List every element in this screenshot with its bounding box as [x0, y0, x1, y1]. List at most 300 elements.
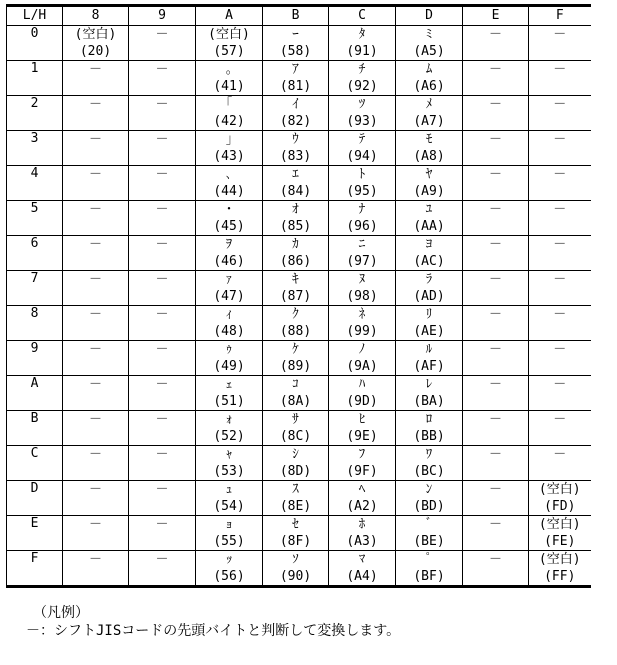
legend-title: （凡例）	[33, 605, 89, 621]
table-cell	[329, 551, 396, 587]
table-cell	[463, 166, 529, 201]
table-cell	[196, 271, 263, 306]
cell-char: －	[88, 132, 102, 147]
cell-char: ｿ	[292, 552, 299, 567]
cell-code	[529, 149, 591, 165]
cell-code: (A9)	[413, 184, 445, 199]
cell-code: (84)	[279, 184, 312, 199]
legend-note: －：シフトJISコードの先頭バイトと判断して変換します。	[26, 623, 401, 639]
table-cell	[263, 306, 329, 341]
cell-code	[529, 359, 591, 375]
cell-code: (BE)	[413, 534, 445, 549]
table-cell	[396, 341, 463, 376]
cell-code: (96)	[346, 219, 378, 234]
table-cell	[263, 481, 329, 516]
cell-code	[463, 429, 528, 445]
cell-code: (FF)	[544, 569, 576, 584]
table-cell	[463, 481, 529, 516]
table-cell	[263, 26, 329, 61]
table-row	[7, 271, 591, 306]
row-header: 3	[7, 131, 63, 166]
cell-char: ｢	[225, 97, 233, 112]
table-cell	[329, 481, 396, 516]
table-cell	[129, 481, 196, 516]
table-cell	[263, 271, 329, 306]
cell-code: (BF)	[413, 569, 445, 584]
cell-char: ﾚ	[425, 377, 433, 392]
cell-char: －	[553, 237, 567, 252]
cell-char: ﾘ	[425, 307, 433, 322]
cell-char: ｯ	[225, 552, 233, 567]
table-cell	[463, 446, 529, 481]
cell-char: －	[488, 307, 502, 322]
cell-code	[129, 44, 195, 60]
table-cell	[196, 306, 263, 341]
cell-char: －	[155, 132, 169, 147]
cell-char: ｧ	[225, 272, 233, 287]
cell-char: －	[553, 377, 567, 392]
cell-code: (46)	[213, 254, 245, 269]
cell-code: (A7)	[413, 114, 445, 129]
cell-char: ｫ	[225, 412, 233, 427]
cell-char: ﾕ	[425, 202, 433, 217]
table-cell	[529, 96, 591, 131]
cell-char: ｽ	[292, 482, 299, 497]
cell-char: －	[155, 97, 169, 112]
cell-char: －	[88, 62, 102, 77]
table-cell	[329, 411, 396, 446]
cell-code	[529, 464, 591, 480]
table-cell	[63, 551, 129, 587]
table-cell	[463, 411, 529, 446]
cell-char: ｱ	[292, 62, 299, 77]
cell-char: －	[88, 202, 102, 217]
table-cell	[129, 341, 196, 376]
table-row	[7, 26, 591, 61]
table-cell	[63, 271, 129, 306]
cell-char: ｹ	[292, 342, 299, 357]
cell-code: (47)	[213, 289, 245, 304]
cell-char: ﾖ	[425, 237, 433, 252]
cell-char: ｾ	[292, 517, 299, 532]
cell-char: ﾃ	[358, 132, 366, 147]
table-cell	[263, 376, 329, 411]
cell-code	[129, 534, 195, 550]
cell-code: (49)	[213, 359, 245, 374]
cell-code: (90)	[279, 569, 312, 584]
cell-code: (BC)	[413, 464, 445, 479]
cell-char: ﾒ	[425, 97, 433, 112]
cell-char: ﾎ	[358, 517, 366, 532]
cell-char: ﾛ	[425, 412, 433, 427]
cell-code	[529, 324, 591, 340]
cell-code	[63, 359, 128, 375]
table-cell	[529, 411, 591, 446]
row-header: A	[7, 376, 63, 411]
table-cell	[329, 306, 396, 341]
cell-code	[129, 429, 195, 445]
table-cell	[329, 166, 396, 201]
table-cell	[329, 96, 396, 131]
cell-code	[463, 569, 528, 585]
table-cell	[63, 516, 129, 551]
table-row	[7, 376, 591, 411]
table-cell	[529, 166, 591, 201]
table-cell	[463, 271, 529, 306]
cell-char: －	[488, 447, 502, 462]
table-cell	[63, 411, 129, 446]
cell-char: ﾊ	[358, 377, 366, 392]
cell-code: (92)	[346, 79, 378, 94]
cell-char: －	[488, 377, 502, 392]
table-cell	[63, 96, 129, 131]
table-cell	[129, 166, 196, 201]
table-cell	[529, 341, 591, 376]
cell-char: －	[88, 272, 102, 287]
table-cell	[63, 166, 129, 201]
row-header: B	[7, 411, 63, 446]
table-cell	[129, 411, 196, 446]
cell-char: －	[155, 27, 169, 42]
table-row	[7, 131, 591, 166]
cell-char: －	[155, 167, 169, 182]
cell-code: (98)	[346, 289, 378, 304]
table-cell	[396, 166, 463, 201]
table-cell	[196, 61, 263, 96]
cell-char: －	[155, 272, 169, 287]
table-cell	[196, 411, 263, 446]
column-header: B	[263, 6, 329, 26]
cell-char: －	[488, 342, 502, 357]
cell-char: －	[488, 482, 502, 497]
cell-code	[63, 79, 128, 95]
table-cell	[329, 131, 396, 166]
table-cell	[396, 26, 463, 61]
column-header: E	[463, 6, 529, 26]
cell-code: (89)	[279, 359, 312, 374]
table-cell	[263, 411, 329, 446]
cell-code	[463, 359, 528, 375]
cell-code	[463, 534, 528, 550]
cell-char: ﾀ	[358, 27, 366, 42]
cell-code	[129, 149, 195, 165]
cell-char: ｸ	[292, 307, 299, 322]
cell-code	[63, 219, 128, 235]
cell-char: (空白)	[538, 482, 581, 497]
cell-char: ﾔ	[425, 167, 433, 182]
table-cell	[463, 236, 529, 271]
table-cell	[129, 236, 196, 271]
corner-label: L/H	[7, 6, 63, 26]
table-cell	[396, 551, 463, 587]
cell-char: ﾝ	[425, 482, 433, 497]
table-cell	[263, 201, 329, 236]
table-cell	[63, 236, 129, 271]
cell-code	[129, 254, 195, 270]
cell-code: (57)	[213, 44, 245, 59]
cell-code: (8C)	[279, 429, 312, 444]
cell-char: －	[155, 517, 169, 532]
cell-char: ﾙ	[425, 342, 433, 357]
cell-code	[129, 324, 195, 340]
cell-code	[63, 114, 128, 130]
cell-char: ｣	[225, 132, 233, 147]
table-cell	[463, 61, 529, 96]
cell-char: (空白)	[538, 552, 581, 567]
row-header: F	[7, 551, 63, 587]
table-cell	[396, 411, 463, 446]
cell-code: (9A)	[346, 359, 378, 374]
cell-code	[529, 184, 591, 200]
table-cell	[463, 201, 529, 236]
cell-code	[529, 289, 591, 305]
table-cell	[529, 481, 591, 516]
cell-code	[529, 429, 591, 445]
cell-code: (82)	[279, 114, 312, 129]
cell-code	[463, 254, 528, 270]
cell-code	[129, 79, 195, 95]
cell-code	[129, 219, 195, 235]
column-header: F	[529, 6, 591, 26]
table-cell	[329, 376, 396, 411]
cell-code	[463, 499, 528, 515]
cell-code: (85)	[279, 219, 312, 234]
cell-char: －	[488, 202, 502, 217]
cell-char: ｩ	[225, 342, 233, 357]
table-cell	[396, 446, 463, 481]
cell-char: ﾇ	[358, 272, 366, 287]
row-header: 6	[7, 236, 63, 271]
row-header: 9	[7, 341, 63, 376]
table-cell	[396, 481, 463, 516]
cell-code: (88)	[279, 324, 312, 339]
column-header: 8	[63, 6, 129, 26]
cell-code	[129, 289, 195, 305]
cell-code: (83)	[279, 149, 312, 164]
cell-code	[63, 499, 128, 515]
cell-code: (54)	[213, 499, 245, 514]
cell-char: －	[553, 27, 567, 42]
cell-code: (8A)	[279, 394, 312, 409]
cell-char: ｨ	[225, 307, 233, 322]
cell-char: ﾞ	[425, 517, 433, 532]
table-cell	[129, 96, 196, 131]
cell-char: ｡	[225, 62, 233, 77]
cell-code: (9F)	[346, 464, 378, 479]
cell-char: ﾆ	[358, 237, 366, 252]
cell-code: (AA)	[413, 219, 445, 234]
table-cell	[329, 516, 396, 551]
table-header-row	[7, 6, 591, 26]
cell-code	[129, 499, 195, 515]
cell-code	[463, 394, 528, 410]
cell-char: ｭ	[225, 482, 233, 497]
cell-code: (44)	[213, 184, 245, 199]
table-cell	[396, 131, 463, 166]
cell-char: ｪ	[225, 377, 233, 392]
table-cell	[529, 61, 591, 96]
table-row	[7, 236, 591, 271]
cell-char: ﾑ	[425, 62, 433, 77]
table-cell	[529, 516, 591, 551]
table-cell	[196, 481, 263, 516]
cell-code: (93)	[346, 114, 378, 129]
cell-code	[63, 394, 128, 410]
cell-code: (8E)	[279, 499, 312, 514]
table-row	[7, 551, 591, 587]
cell-code: (99)	[346, 324, 378, 339]
table-cell	[129, 376, 196, 411]
legend	[0, 604, 400, 640]
cell-code	[463, 324, 528, 340]
cell-char: －	[88, 237, 102, 252]
cell-char: －	[155, 342, 169, 357]
cell-code: (A3)	[346, 534, 378, 549]
table-cell	[196, 131, 263, 166]
cell-code	[63, 289, 128, 305]
cell-code	[529, 254, 591, 270]
table-cell	[396, 306, 463, 341]
row-header: 4	[7, 166, 63, 201]
table-row	[7, 306, 591, 341]
cell-char: ﾏ	[358, 552, 366, 567]
table-cell	[329, 271, 396, 306]
cell-code: (AD)	[413, 289, 445, 304]
cell-char: ﾅ	[358, 202, 366, 217]
table-cell	[263, 341, 329, 376]
cell-char: －	[553, 342, 567, 357]
cell-code	[529, 394, 591, 410]
cell-code	[63, 254, 128, 270]
cell-char: －	[88, 517, 102, 532]
cell-char: ﾌ	[358, 447, 366, 462]
cell-char: －	[488, 97, 502, 112]
cell-char: －	[553, 202, 567, 217]
cell-code: (42)	[213, 114, 245, 129]
cell-code	[463, 44, 528, 60]
cell-code	[63, 429, 128, 445]
cell-code	[63, 324, 128, 340]
table-cell	[329, 341, 396, 376]
cell-char: ｵ	[292, 202, 299, 217]
cell-char: ｦ	[225, 237, 233, 252]
column-header: C	[329, 6, 396, 26]
table-row	[7, 96, 591, 131]
cell-char: －	[553, 62, 567, 77]
cell-char: －	[488, 27, 502, 42]
row-header: 1	[7, 61, 63, 96]
cell-code: (9D)	[346, 394, 378, 409]
table-row	[7, 481, 591, 516]
cell-char: －	[88, 412, 102, 427]
cell-char: (空白)	[74, 27, 117, 42]
cell-char: ｬ	[225, 447, 233, 462]
cell-code: (AE)	[413, 324, 445, 339]
table-cell	[129, 131, 196, 166]
table-cell	[196, 96, 263, 131]
table-cell	[196, 201, 263, 236]
cell-char: －	[155, 377, 169, 392]
cell-char: ｳ	[292, 132, 299, 147]
cell-char: －	[88, 97, 102, 112]
cell-char: ｺ	[292, 377, 299, 392]
table-cell	[263, 61, 329, 96]
table-row	[7, 201, 591, 236]
cell-code	[63, 149, 128, 165]
cell-code	[463, 219, 528, 235]
cell-code: (9E)	[346, 429, 378, 444]
cell-code: (94)	[346, 149, 378, 164]
cell-code	[129, 359, 195, 375]
cell-char: ｻ	[292, 412, 299, 427]
table-cell	[463, 131, 529, 166]
cell-char: －	[155, 447, 169, 462]
cell-char: －	[488, 132, 502, 147]
cell-code: (A8)	[413, 149, 445, 164]
cell-code	[463, 464, 528, 480]
table-cell	[196, 446, 263, 481]
table-cell	[129, 26, 196, 61]
table-cell	[129, 201, 196, 236]
cell-code: (55)	[213, 534, 245, 549]
table-cell	[263, 166, 329, 201]
table-row	[7, 61, 591, 96]
cell-char: －	[488, 62, 502, 77]
cell-code: (86)	[279, 254, 312, 269]
cell-code	[129, 184, 195, 200]
cell-code	[463, 289, 528, 305]
cell-code: (BD)	[413, 499, 445, 514]
row-header: 5	[7, 201, 63, 236]
cell-char: (空白)	[538, 517, 581, 532]
table-cell	[129, 271, 196, 306]
row-header: 0	[7, 26, 63, 61]
table-cell	[63, 61, 129, 96]
table-cell	[129, 516, 196, 551]
table-row	[7, 411, 591, 446]
table-cell	[263, 131, 329, 166]
table-cell	[329, 236, 396, 271]
table-cell	[196, 376, 263, 411]
cell-char: －	[88, 342, 102, 357]
table-cell	[529, 551, 591, 587]
cell-code: (95)	[346, 184, 378, 199]
table-cell	[529, 236, 591, 271]
table-cell	[396, 516, 463, 551]
table-cell	[396, 236, 463, 271]
table-row	[7, 516, 591, 551]
cell-char: －	[88, 167, 102, 182]
cell-char: －	[88, 447, 102, 462]
cell-code: (48)	[213, 324, 245, 339]
cell-code	[63, 464, 128, 480]
cell-char: －	[488, 237, 502, 252]
table-cell	[196, 166, 263, 201]
cell-char: －	[488, 552, 502, 567]
column-header: D	[396, 6, 463, 26]
cell-char: ﾍ	[358, 482, 366, 497]
cell-char: －	[88, 377, 102, 392]
cell-char: ｮ	[225, 517, 233, 532]
cell-code: (97)	[346, 254, 378, 269]
cell-code	[529, 219, 591, 235]
cell-char: ｴ	[292, 167, 299, 182]
cell-code: (87)	[279, 289, 312, 304]
cell-char: －	[88, 482, 102, 497]
table-cell	[63, 306, 129, 341]
cell-char: ﾋ	[358, 412, 366, 427]
cell-char: (空白)	[208, 27, 250, 42]
